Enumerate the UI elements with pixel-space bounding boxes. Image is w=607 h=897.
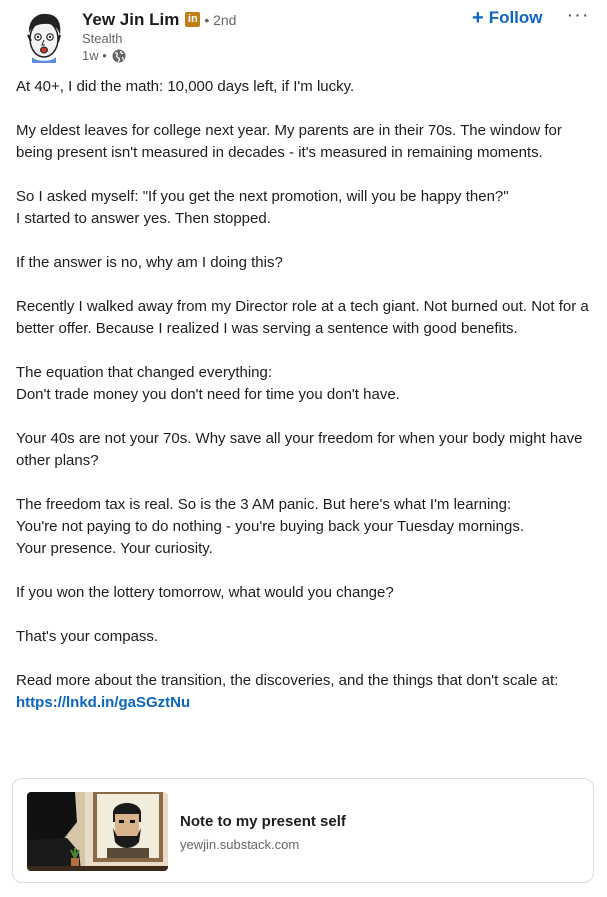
post-body <box>16 76 594 714</box>
body-paragraph <box>16 494 594 560</box>
body-paragraph: If you won the lottery tomorrow, what would you change? <box>16 584 394 601</box>
link-preview-card[interactable] <box>12 778 594 883</box>
body-line: Your presence. Your curiosity. <box>16 540 213 557</box>
body-paragraph: At 40+, I did the math: 10,000 days left, if I'm lucky. <box>16 78 355 95</box>
body-line: You're not paying to do nothing - you're buying back your Tuesday mornings. <box>16 518 524 535</box>
body-line: The freedom tax is real. So is the 3 AM panic. But here's what I'm learning: <box>16 496 512 513</box>
follow-button[interactable] <box>472 6 543 30</box>
body-paragraph: If the answer is no, why am I doing this? <box>16 254 283 271</box>
post-time: 1w • <box>82 48 107 63</box>
body-paragraph: Your 40s are not your 70s. Why save all your freedom for when your body might have other plans? <box>16 430 583 469</box>
body-line: The equation that changed everything: <box>16 364 273 381</box>
connection-degree: • 2nd <box>204 12 237 28</box>
body-line: So I asked myself: "If you get the next promotion, will you be happy then?" <box>16 188 509 205</box>
body-paragraph: My eldest leaves for college next year. My parents are in their 70s. The window for being present isn't measured in decades - it's measured in remaining moments. <box>16 122 562 161</box>
body-paragraph: Recently I walked away from my Director role at a tech giant. Not burned out. Not for a better offer. Because I realized I was serving a sentence with good benefits. <box>16 298 589 337</box>
author-line <box>82 9 236 31</box>
author-headline: Stealth <box>82 31 123 46</box>
link-preview-source: yewjin.substack.com <box>180 837 300 852</box>
link-preview-title[interactable]: Note to my present self <box>180 813 346 830</box>
body-paragraph: That's your compass. <box>16 628 159 645</box>
body-line: I started to answer yes. Then stopped. <box>16 210 271 227</box>
plus-icon: + <box>472 7 484 29</box>
linkedin-premium-icon: in <box>185 12 200 27</box>
globe-icon <box>112 49 126 63</box>
author-avatar[interactable] <box>22 11 66 63</box>
body-line: Don't trade money you don't need for time you don't have. <box>16 386 400 403</box>
more-options-button[interactable]: ··· <box>566 4 590 26</box>
body-paragraph <box>16 362 594 406</box>
body-paragraph <box>16 670 594 714</box>
link-preview-thumbnail <box>27 792 168 871</box>
post-meta <box>82 48 126 63</box>
body-paragraph <box>16 186 594 230</box>
post-link[interactable]: https://lnkd.in/gaSGztNu <box>16 694 191 711</box>
post-header <box>0 0 607 70</box>
follow-label: Follow <box>488 8 543 27</box>
author-name[interactable]: Yew Jin Lim <box>82 10 180 29</box>
body-line: Read more about the transition, the discoveries, and the things that don't scale at: <box>16 672 559 689</box>
